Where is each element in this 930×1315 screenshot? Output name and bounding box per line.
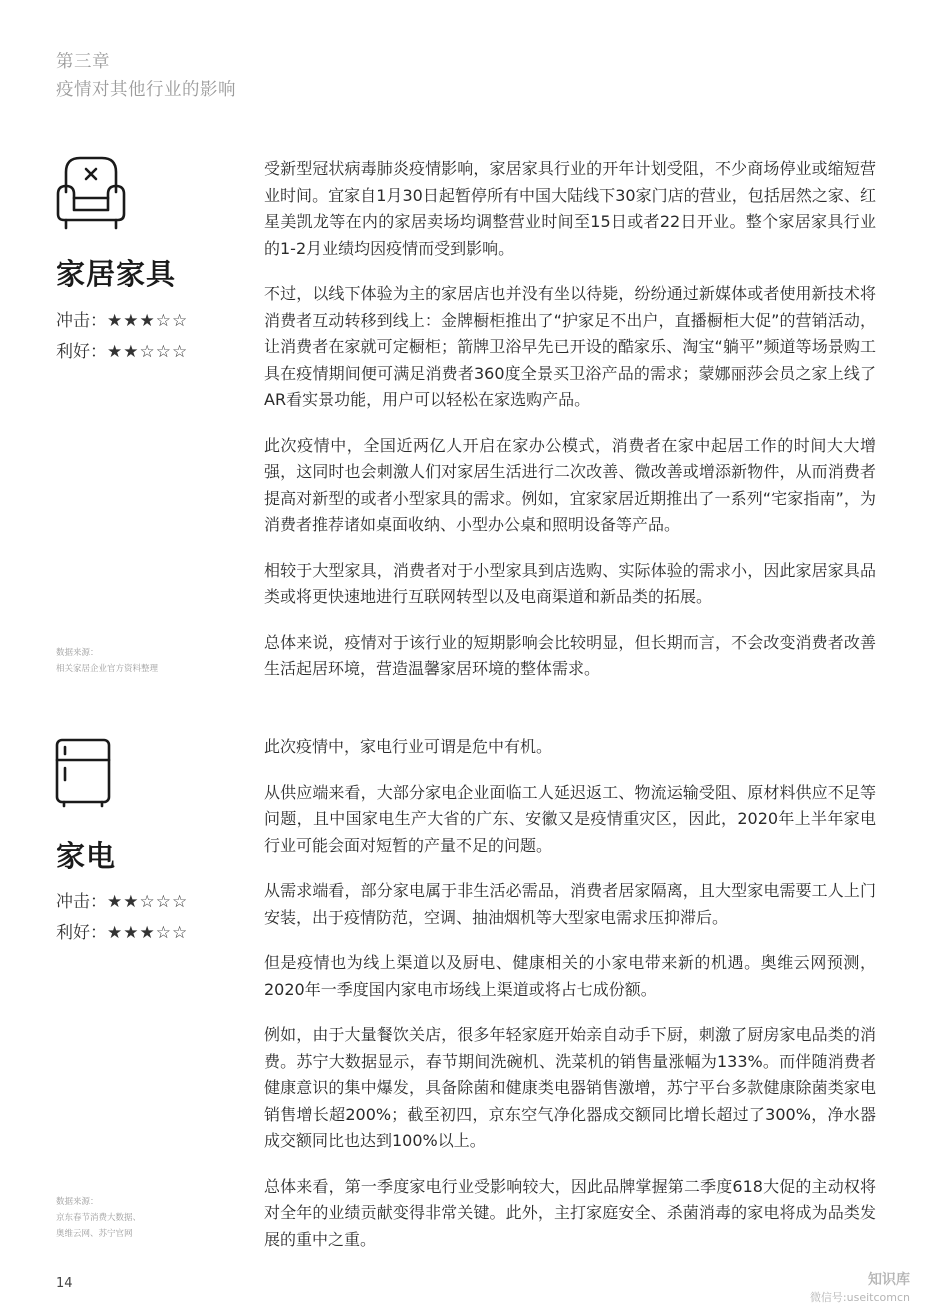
paragraph: 相较于大型家具，消费者对于小型家具到店选购、实际体验的需求小，因此家居家具品类或将更快速地进行互联网转型以及电商渠道和新品类的拓展。 (264, 560, 876, 606)
paragraph: 此次疫情中，全国近两亿人开启在家办公模式，消费者在家中起居工作的时间大大增强，这同时也会刺激人们对家居生活进行二次改善、微改善或增添新物件，从而消费者提高对新型的或者小型家具的需求。例如，宜家家居近期推出了一系列“宅家指南”，为消费者推荐诸如桌面收纳、小型办公桌和照明设备等产品。 (264, 435, 876, 534)
benefit-rating (56, 918, 188, 949)
section-title: 家电 (56, 839, 117, 873)
source-line: 奥维云网、苏宁官网 (56, 1229, 133, 1239)
paragraph: 总体来看，第一季度家电行业受影响较大，因此品牌掌握第二季度618大促的主动权将对全年的业绩贡献变得非常关键。此外，主打家庭安全、杀菌消毒的家电将成为品类发展的重中之重。 (264, 1176, 876, 1249)
impact-stars: ★★★☆☆ (107, 311, 189, 331)
impact-rating (56, 306, 188, 337)
source-line: 数据来源： (56, 1197, 99, 1207)
chapter-header (56, 48, 236, 104)
armchair-icon (54, 152, 128, 232)
watermark-account: 微信号:useitcomcn (809, 1291, 910, 1304)
source-line: 京东春节消费大数据、 (56, 1213, 142, 1223)
page-number: 14 (56, 1276, 73, 1291)
chapter-title: 疫情对其他行业的影响 (56, 80, 236, 100)
benefit-stars: ★★★☆☆ (107, 923, 189, 943)
paragraph: 从供应端来看，大部分家电企业面临工人延迟返工、物流运输受阻、原材料供应不足等问题，且中国家电生产大省的广东、安徽又是疫情重灾区，因此，2020年上半年家电行业可能会面对短暂的产量不足的问题。 (264, 782, 876, 855)
paragraph: 例如，由于大量餐饮关店，很多年轻家庭开始亲自动手下厨，刺激了厨房家电品类的消费。苏宁大数据显示，春节期间洗碗机、洗菜机的销售量涨幅为133%。而伴随消费者健康意识的集中爆发，具备除菌和健康类电器销售激增，苏宁平台多款健康除菌类家电销售增长超200%；截至初四，京东空气净化器成交额同比增长超过了300%，净水器成交额同比也达到100%以上。 (264, 1025, 876, 1150)
impact-label: 冲击： (56, 892, 107, 912)
paragraph: 从需求端看，部分家电属于非生活必需品，消费者居家隔离，且大型家电需要工人上门安装，出于疫情防范，空调、抽油烟机等大型家电需求压抑滞后。 (264, 881, 876, 927)
paragraph: 总体来说，疫情对于该行业的短期影响会比较明显，但长期而言，不会改变消费者改善生活起居环境，营造温馨家居环境的整体需求。 (264, 632, 876, 678)
watermark (810, 1269, 910, 1305)
data-source (56, 1194, 141, 1242)
paragraph: 但是疫情也为线上渠道以及厨电、健康相关的小家电带来新的机遇。奥维云网预测，2020年一季度国内家电市场线上渠道或将占七成份额。 (264, 953, 876, 999)
benefit-label: 利好： (56, 923, 107, 943)
watermark-name: 知识库 (868, 1272, 910, 1288)
source-line: 相关家居企业官方资料整理 (56, 664, 159, 674)
data-source (56, 645, 158, 677)
impact-label: 冲击： (56, 311, 107, 331)
benefit-stars: ★★☆☆☆ (107, 342, 189, 362)
source-line: 数据来源： (56, 648, 99, 658)
paragraph: 此次疫情中，家电行业可谓是危中有机。 (264, 737, 553, 756)
benefit-label: 利好： (56, 342, 107, 362)
chapter-number: 第三章 (56, 52, 110, 72)
benefit-rating (56, 337, 188, 368)
refrigerator-icon (54, 738, 112, 808)
impact-rating (56, 887, 188, 918)
paragraph: 不过，以线下体验为主的家居店也并没有坐以待毙，纷纷通过新媒体或者使用新技术将消费者互动转移到线上：金牌橱柜推出了“护家足不出户，直播橱柜大促”的营销活动，让消费者在家就可定橱柜；箭牌卫浴早先已开设的酷家乐、淘宝“躺平”频道等场景购工具在疫情期间便可满足消费者360度全景买卫浴产品的需求；蒙娜丽莎会员之家上线了AR看实景功能，用户可以轻松在家选购产品。 (264, 284, 876, 409)
impact-stars: ★★☆☆☆ (107, 892, 189, 912)
section-title: 家居家具 (56, 257, 177, 291)
section-body (264, 734, 876, 1272)
section-body (264, 156, 876, 702)
paragraph: 受新型冠状病毒肺炎疫情影响，家居家具行业的开年计划受阻，不少商场停业或缩短营业时间。宜家自1月30日起暂停所有中国大陆线下30家门店的营业，包括居然之家、红星美凯龙等在内的家居卖场均调整营业时间至15日或者22日开业。整个家居家具行业的1-2月业绩均因疫情而受到影响。 (264, 159, 876, 258)
